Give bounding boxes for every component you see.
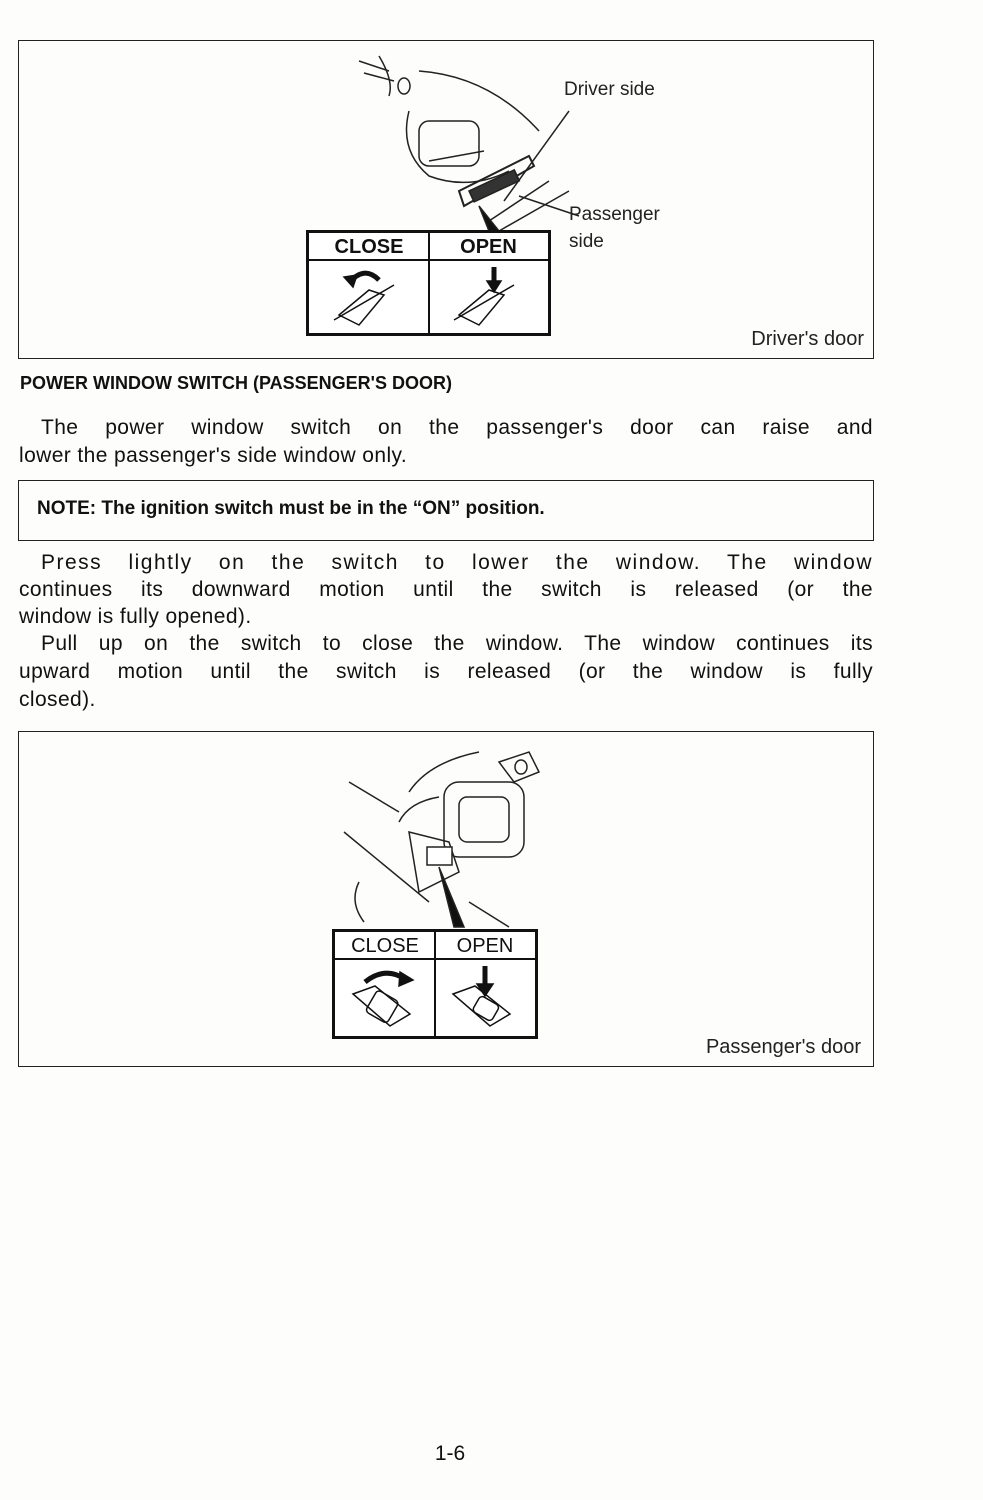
open-label: OPEN bbox=[429, 233, 548, 261]
open-label: OPEN bbox=[435, 932, 535, 960]
section-heading: POWER WINDOW SWITCH (PASSENGER'S DOOR) bbox=[20, 373, 452, 393]
close-switch-icon bbox=[329, 265, 409, 330]
paragraph2-line: window is fully opened). bbox=[19, 605, 252, 628]
paragraph1-line: lower the passenger's side window only. bbox=[19, 444, 408, 467]
passenger-door-figure bbox=[18, 731, 874, 1067]
paragraph3-line: upward motion until the switch is released (or the window is fully bbox=[19, 660, 873, 683]
paragraph3-line: Pull up on the switch to close the window. The window continues its bbox=[41, 632, 873, 655]
figure1-caption: Driver's door bbox=[751, 328, 864, 350]
close-open-diagram bbox=[306, 230, 551, 336]
note-text: NOTE: The ignition switch must be in the “ON” position. bbox=[37, 498, 545, 519]
open-switch-icon bbox=[449, 265, 529, 330]
paragraph2-line: continues its downward motion until the switch is released (or the bbox=[19, 578, 873, 601]
close-open-diagram bbox=[332, 929, 538, 1039]
driver-door-figure bbox=[18, 40, 874, 359]
paragraph3-line: closed). bbox=[19, 688, 96, 711]
divider bbox=[434, 932, 436, 1036]
paragraph2-line: Press lightly on the switch to lower the window. The window bbox=[41, 551, 873, 574]
close-label: CLOSE bbox=[309, 233, 429, 261]
driver-side-label: Driver side bbox=[564, 79, 655, 100]
open-switch-icon bbox=[445, 964, 525, 1034]
close-label: CLOSE bbox=[335, 932, 435, 960]
passenger-side-label-2: side bbox=[569, 231, 604, 252]
figure2-caption: Passenger's door bbox=[705, 1036, 861, 1058]
passenger-door-illustration bbox=[339, 742, 589, 932]
close-switch-icon bbox=[345, 964, 425, 1034]
passenger-side-label: Passenger bbox=[569, 204, 660, 225]
divider bbox=[428, 233, 430, 333]
page-number: 1-6 bbox=[434, 1442, 466, 1465]
note-box bbox=[18, 480, 874, 541]
paragraph1-line: The power window switch on the passenger's door can raise and bbox=[41, 416, 873, 439]
